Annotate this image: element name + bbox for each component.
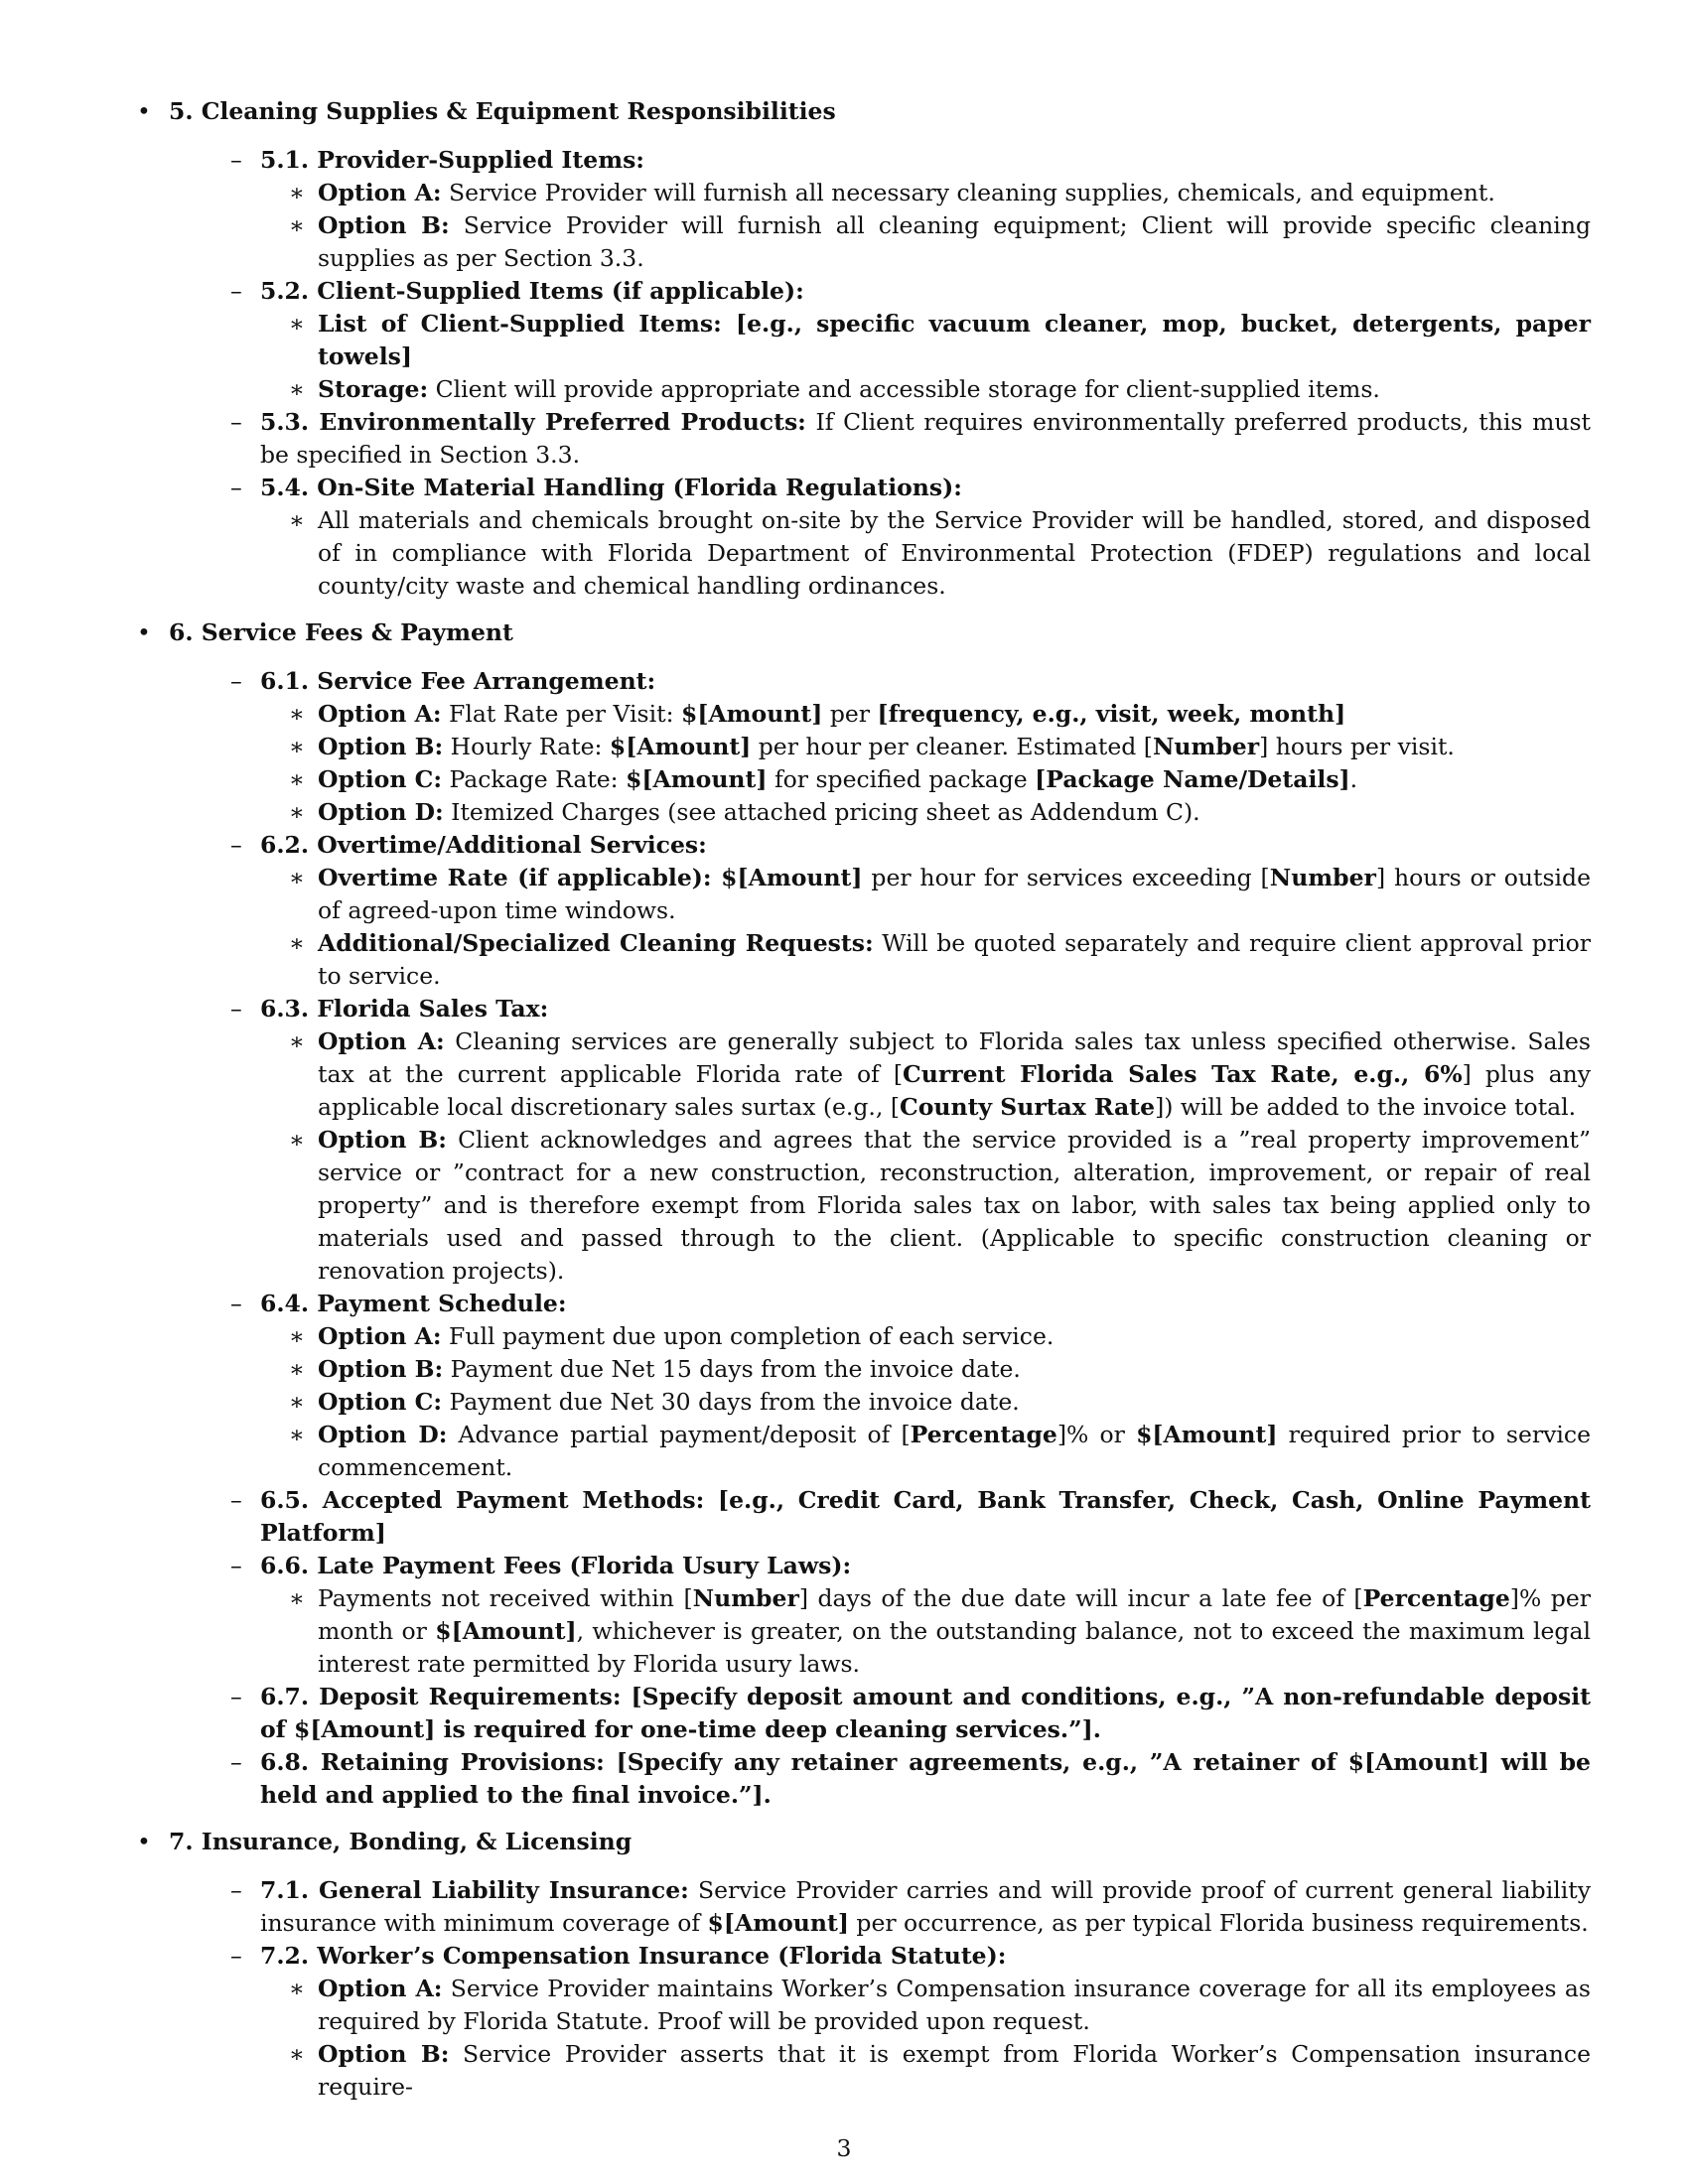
item-placeholder: $[Amount] [626,765,768,793]
star-marker: ∗ [289,375,305,403]
star-marker: ∗ [289,1584,305,1612]
item-text: ] days of the due date will incur a late fee of [ [798,1584,1363,1612]
dash-marker: – [230,1876,242,1904]
item-label: Option A: [318,179,442,206]
subsection-text: per occurrence, as per typical Florida business requirements. [848,1909,1589,1937]
subsection-text: If Client requires environmentally preferred products, this must be specified in Section 3.3. [260,408,1591,469]
item-text: for specified package [767,765,1036,793]
dash-marker: – [230,831,242,859]
section-5 [137,95,1591,603]
item-text: Payment due Net 15 days from the invoice date. [443,1355,1021,1383]
item-label: Option B: [318,2040,450,2068]
subsection-7-2 [169,1940,1591,1973]
item-placeholder: Number [1152,733,1260,760]
star-marker: ∗ [289,1126,305,1154]
item-text: ]) will be added to the invoice total. [1155,1093,1577,1121]
item-label: Option A: [318,1027,445,1055]
item-label: Option B: [318,733,444,760]
dash-marker: – [230,1552,242,1579]
item-placeholder: Current Florida Sales Tax Rate, e.g., 6% [903,1060,1463,1088]
item-text: Client acknowledges and agrees that the service provided is a ”real property improvement” service or ”contract for a new construction, reconstruction, alteration, improvement, or repair of real property” and is therefore exempt from Florida sales tax on labor, with sales tax being applied only to materials used and passed through to the client. (Applicable to specific construction cleaning or renovation projects). [318,1126,1591,1285]
item-text: Service Provider asserts that it is exempt from Florida Worker’s Compensation insurance require- [318,2040,1591,2101]
item-placeholder: Percentage [1362,1584,1510,1612]
list-item [169,177,1591,209]
item-placeholder: [Package Name/Details] [1035,765,1350,793]
list-item [169,1124,1591,1288]
section-5-title: 5. Cleaning Supplies & Equipment Responsibilities [169,97,836,125]
list-item [169,504,1591,603]
item-text: Service Provider will furnish all necessary cleaning supplies, chemicals, and equipment. [441,179,1495,206]
subsection-6-1 [169,665,1591,698]
subsection-6-3 [169,993,1591,1025]
dash-marker: – [230,667,242,695]
dash-marker: – [230,474,242,501]
subsection-5-2 [169,275,1591,308]
subsection-title: 5.4. On-Site Material Handling (Florida Regulations): [260,474,962,501]
star-marker: ∗ [289,179,305,206]
subsection-6-4 [169,1288,1591,1320]
subsection-title: 6.8. Retaining Provisions: [Specify any retainer agreements, e.g., ”A retainer of $[Amount] will be held and applied to the final invoice.”]. [260,1748,1591,1809]
list-item [169,1582,1591,1681]
star-marker: ∗ [289,310,305,338]
item-text: Flat Rate per Visit: [441,700,681,728]
section-7 [137,1826,1591,2104]
star-marker: ∗ [289,1975,305,2002]
star-marker: ∗ [289,1027,305,1055]
star-marker: ∗ [289,1421,305,1448]
subsection-6-6 [169,1550,1591,1582]
page-number: 3 [836,2134,852,2162]
dash-marker: – [230,146,242,174]
star-marker: ∗ [289,211,305,239]
item-placeholder: Number [1269,864,1376,891]
item-placeholder: County Surtax Rate [900,1093,1156,1121]
star-marker: ∗ [289,1355,305,1383]
subsection-6-5 [169,1484,1591,1550]
item-text: ]% per month or [318,1584,1591,1645]
bullet-marker: • [137,97,151,125]
item-text: ]% or [1056,1421,1137,1448]
item-text: per [822,700,878,728]
subsection-title: 6.7. Deposit Requirements: [Specify deposit amount and conditions, e.g., ”A non-refundable deposit of $[Amount] is required for one-time deep cleaning services.”]. [260,1683,1591,1743]
item-placeholder: $[Amount] [707,1909,849,1937]
list-item [169,1419,1591,1484]
item-label: Additional/Specialized Cleaning Requests: [318,929,874,957]
subsection-6-2 [169,829,1591,862]
item-label: List of Client-Supplied Items: [e.g., specific vacuum cleaner, mop, bucket, detergents, paper towels] [318,310,1591,370]
item-text: Will be quoted separately and require client approval prior to service. [318,929,1591,990]
list-item [169,1353,1591,1386]
list-item [169,763,1591,796]
subsection-title: 6.4. Payment Schedule: [260,1290,567,1317]
section-6 [137,616,1591,1812]
subsection-title: 7.2. Worker’s Compensation Insurance (Florida Statute): [260,1942,1007,1970]
list-item [169,698,1591,731]
dash-marker: – [230,1942,242,1970]
section-7-title: 7. Insurance, Bonding, & Licensing [169,1828,633,1855]
list-item [169,862,1591,927]
star-marker: ∗ [289,1322,305,1350]
document-page [137,95,1591,2104]
subsection-title: 6.3. Florida Sales Tax: [260,995,549,1023]
item-text: All materials and chemicals brought on-site by the Service Provider will be handled, stored, and disposed of in compliance with Florida Department of Environmental Protection (FDEP) regulations and local county/city waste and chemical handling ordinances. [318,506,1591,600]
star-marker: ∗ [289,864,305,891]
item-placeholder: [frequency, e.g., visit, week, month] [877,700,1346,728]
item-text: required prior to service commencement. [318,1421,1591,1481]
list-item [169,1025,1591,1124]
subsection-5-1 [169,144,1591,177]
item-text: ] hours or outside of agreed-upon time windows. [318,864,1592,924]
list-item [169,373,1591,406]
item-text: Client will provide appropriate and accessible storage for client-supplied items. [428,375,1380,403]
item-text: Cleaning services are generally subject to Florida sales tax unless specified otherwise. Sales tax at the current applicable Florida rate of [ [318,1027,1591,1088]
item-placeholder: $[Amount] [435,1617,577,1645]
subsection-6-7 [169,1681,1591,1746]
list-item [169,927,1591,993]
item-label: Option A: [318,700,442,728]
dash-marker: – [230,1290,242,1317]
star-marker: ∗ [289,733,305,760]
dash-marker: – [230,1748,242,1776]
item-placeholder: Number [692,1584,799,1612]
dash-marker: – [230,408,242,436]
item-text: . [1349,765,1358,793]
item-text: Service Provider will furnish all cleaning equipment; Client will provide specific cleaning supplies as per Section 3.3. [318,211,1591,272]
item-label: Option A: [318,1322,442,1350]
item-placeholder: $[Amount] [680,700,823,728]
star-marker: ∗ [289,798,305,826]
item-text: Service Provider maintains Worker’s Compensation insurance coverage for all its employees as required by Florida Statute. Proof will be provided upon request. [318,1975,1591,2035]
item-label: Option C: [318,1388,443,1416]
item-text: ] plus any applicable local discretionary sales surtax (e.g., [ [318,1060,1591,1121]
item-label: Option B: [318,1126,447,1154]
dash-marker: – [230,277,242,305]
list-item [169,731,1591,763]
list-item [169,308,1591,373]
bullet-marker: • [137,618,151,646]
item-text: Itemized Charges (see attached pricing sheet as Addendum C). [443,798,1200,826]
list-item [169,2038,1591,2104]
list-item [169,1320,1591,1353]
item-placeholder: $[Amount] [1136,1421,1278,1448]
list-item [169,1973,1591,2038]
subsection-title: 5.2. Client-Supplied Items (if applicable): [260,277,804,305]
star-marker: ∗ [289,506,305,534]
item-label: Option A: [318,1975,443,2002]
list-item [169,796,1591,829]
item-label: Option C: [318,765,443,793]
dash-marker: – [230,995,242,1023]
item-text: ] hours per visit. [1259,733,1455,760]
item-text: Hourly Rate: [443,733,610,760]
star-marker: ∗ [289,765,305,793]
item-text: Payment due Net 30 days from the invoice date. [442,1388,1020,1416]
bullet-marker: • [137,1828,151,1855]
star-marker: ∗ [289,929,305,957]
item-placeholder: Percentage [910,1421,1057,1448]
subsection-5-4 [169,472,1591,504]
subsection-title: 6.6. Late Payment Fees (Florida Usury Laws): [260,1552,852,1579]
item-text: , whichever is greater, on the outstanding balance, not to exceed the maximum legal interest rate permitted by Florida usury laws. [318,1617,1592,1678]
subsection-5-3 [169,406,1591,472]
subsection-title: 6.1. Service Fee Arrangement: [260,667,656,695]
item-text: per hour for services exceeding [ [862,864,1270,891]
dash-marker: – [230,1486,242,1514]
item-text: Advance partial payment/deposit of [ [447,1421,911,1448]
item-label: Option B: [318,1355,444,1383]
star-marker: ∗ [289,1388,305,1416]
subsection-text: Service Provider carries and will provide proof of current general liability insurance with minimum coverage of [260,1876,1591,1937]
subsection-6-8 [169,1746,1591,1812]
star-marker: ∗ [289,700,305,728]
item-label: Storage: [318,375,429,403]
item-label: Option B: [318,211,450,239]
item-text: Payments not received within [ [318,1584,693,1612]
subsection-7-1 [169,1874,1591,1940]
subsection-title: 5.3. Environmentally Preferred Products: [260,408,806,436]
item-text: per hour per cleaner. Estimated [ [751,733,1153,760]
subsection-title: 7.1. General Liability Insurance: [260,1876,689,1904]
star-marker: ∗ [289,2040,305,2068]
item-text: Package Rate: [442,765,627,793]
subsection-title: 5.1. Provider-Supplied Items: [260,146,644,174]
subsection-title: 6.2. Overtime/Additional Services: [260,831,707,859]
item-text: Full payment due upon completion of each service. [441,1322,1055,1350]
item-label: Option D: [318,798,444,826]
item-placeholder: $[Amount] [609,733,752,760]
item-label: Option D: [318,1421,448,1448]
list-item [169,209,1591,275]
section-6-title: 6. Service Fees & Payment [169,618,513,646]
dash-marker: – [230,1683,242,1710]
list-item [169,1386,1591,1419]
subsection-title: 6.5. Accepted Payment Methods: [e.g., Credit Card, Bank Transfer, Check, Cash, Online Payment Platform] [260,1486,1591,1547]
item-label: Overtime Rate (if applicable): $[Amount] [318,864,863,891]
